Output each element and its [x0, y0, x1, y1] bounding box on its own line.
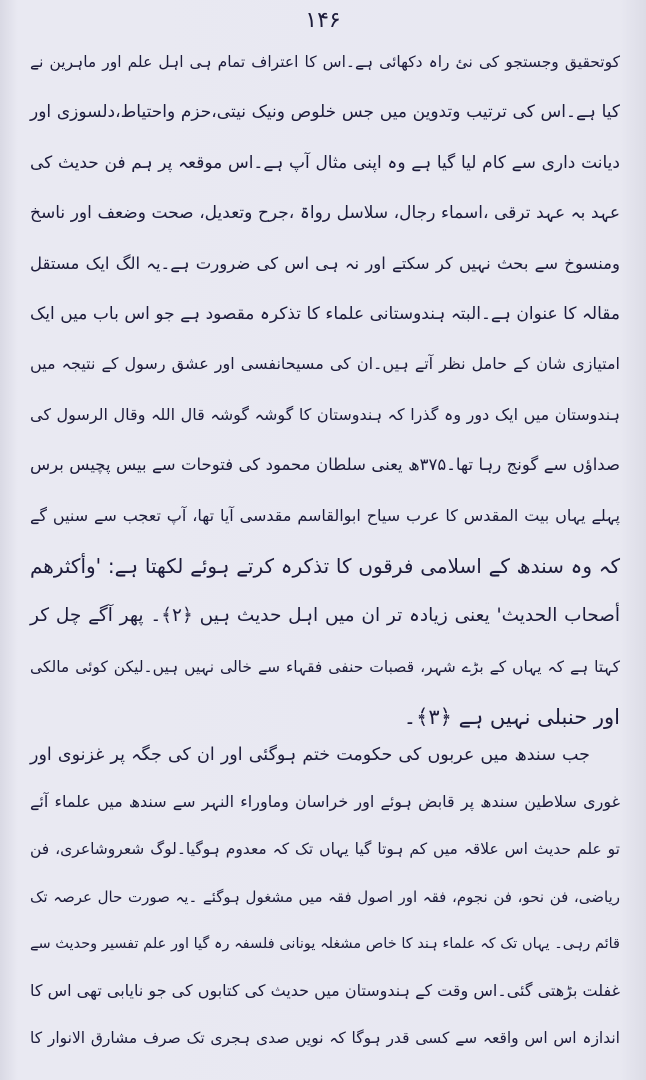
text-line: اور حنبلی نہیں ہے ﴿۳﴾۔ [403, 705, 620, 730]
text-line: کہتا ہے کہ یہاں کے بڑے شہر، قصبات حنفی فقہاء سے خالی نہیں ہیں۔لیکن کوئی مالکی [30, 657, 620, 676]
text-line: مقالہ کا عنوان ہے۔البتہ ہندوستانی علماء کا تذکرہ مقصود ہے جو اس باب میں ایک [30, 304, 620, 324]
text-line: کہ وہ سندھ کے اسلامی فرقوں کا تذکرہ کرتے ہوئے لکھتا ہے: 'وأكثرهم [30, 554, 620, 578]
text-line: ہندوستان میں ایک دور وہ گذرا کہ ہندوستان کا گوشہ گوشہ قال اللہ وقال الرسول کی [30, 404, 620, 424]
page-number: ۱۴۶ [305, 8, 341, 33]
text-line: ریاضی، فن نحو، فن نجوم، فقہ اور اصول فقہ میں مشغول ہوگئے ۔یہ صورت حال عرصہ تک [30, 887, 620, 906]
text-line: جب سندھ میں عربوں کی حکومت ختم ہوگئی اور ان کی جگہ پر غزنوی اور [30, 745, 590, 765]
text-line: امتیازی شان کے حامل نظر آتے ہیں۔ان کی مسیحانفسی اور عشق رسول کے نتیجہ میں [30, 354, 620, 374]
text-line: دیانت داری سے کام لیا گیا ہے وہ اپنی مثال آپ ہے۔اس موقعہ پر ہم فن حدیث کی [30, 152, 620, 173]
text-line: قائم رہی۔ یہاں تک کہ علماء ہند کا خاص مشغلہ یونانی فلسفہ رہ گیا اور علم تفسیر وحدیث سے [30, 935, 620, 952]
text-line: اندازہ اس اس واقعہ سے کسی قدر ہوگا کہ نویں صدی ہجری تک صرف مشارق الانوار کا [30, 1029, 620, 1048]
text-line: کیا ہے۔اس کی ترتیب وتدوین میں جس خلوص ونیک نیتی،حزم واحتیاط،دلسوزی اور [30, 102, 620, 123]
text-line: کوتحقیق وجستجو کی نئ راہ دکھائی ہے۔اس کا اعتراف تمام ہی اہل علم اور ماہرین نے [30, 53, 620, 71]
text-line: صداؤں سے گونج رہا تھا۔۳۷۵ھ یعنی سلطان محمود کی فتوحات سے بیس پچیس برس [30, 455, 620, 475]
text-line: تو علم حدیث اس علاقہ میں کم ہوتا گیا یہاں تک کہ معدوم ہوگیا۔لوگ شعروشاعری، فن [30, 840, 620, 859]
text-line: پہلے یہاں بیت المقدس کا عرب سیاح ابوالقاسم مقدسی آیا تھا، آپ تعجب سے سنیں گے [30, 505, 620, 525]
text-line: غوری سلاطین سندھ پر قابض ہوئے اور خراسان وماوراء النہر سے سندھ میں علماء آئے [30, 792, 620, 812]
text-line: أصحاب الحديث' یعنی زیادہ تر ان میں اہل حدیث ہیں ﴿۲﴾۔ پھر آگے چل کر [30, 605, 620, 627]
text-line: ومنسوخ سے بحث نہیں کر سکتے اور نہ ہی اس کی ضرورت ہے۔یہ الگ ایک مستقل [30, 253, 620, 273]
text-line: غفلت بڑھتی گئی۔اس وقت کے ہندوستان میں حدیث کی کتابوں کی جو نایابی تھی اس کا [30, 981, 620, 1000]
text-line: عہد بہ عہد ترقی ،اسماء رجال، سلاسل رواۃ ،جرح وتعدیل، صحت وضعف اور ناسخ [30, 203, 620, 224]
